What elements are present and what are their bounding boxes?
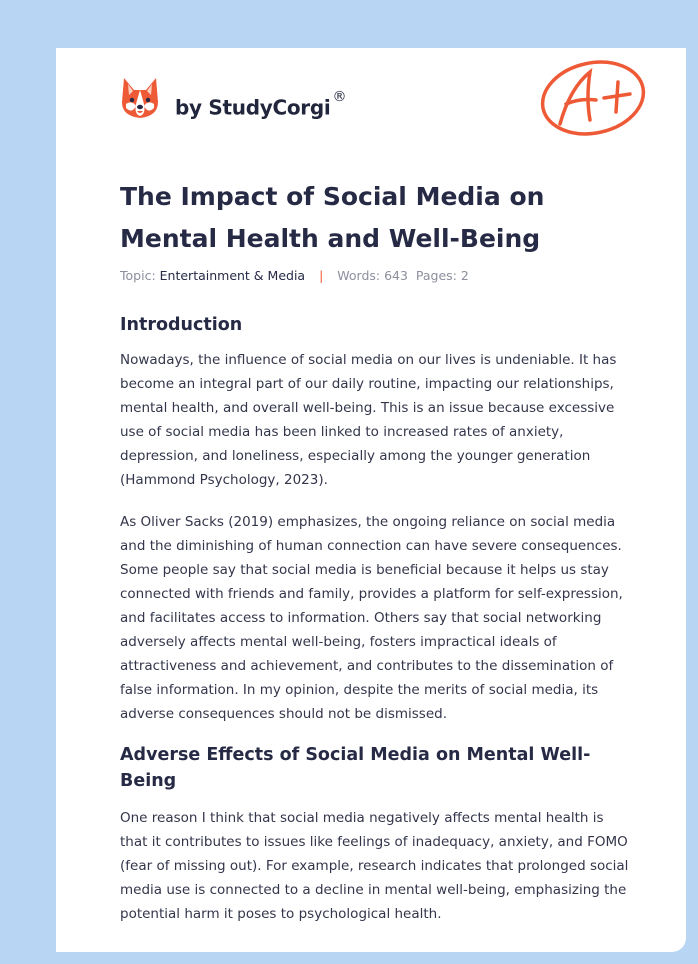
topic-label: Topic: <box>120 268 156 283</box>
meta-separator: | <box>319 268 324 283</box>
a-plus-grade-icon <box>538 58 648 140</box>
essay-meta <box>120 268 469 283</box>
essay-title: The Impact of Social Media on Mental Health and Well-Being <box>120 182 545 253</box>
brand-name: by StudyCorgi ® <box>175 89 347 120</box>
paragraph: Nowadays, the influence of social media on our lives is undeniable. It has become an integral part of our daily routine, impacting our relationships, mental health, and overall well-being. This is an issue because excessive use of social media has been linked to increased rates of anxiety, depression, and loneliness, especially among the younger generation (Hammond Psychology, 2023). <box>120 352 617 488</box>
topic-link[interactable]: Entertainment & Media <box>159 268 306 283</box>
corgi-icon <box>120 76 160 120</box>
essay-card <box>56 48 686 952</box>
section-heading-introduction: Introduction <box>120 315 243 335</box>
section-heading-adverse-effects: Adverse Effects of Social Media on Mental Well-Being <box>120 745 591 791</box>
paragraph: As Oliver Sacks (2019) emphasizes, the ongoing reliance on social media and the diminishing of human connection can have severe consequences. Some people say that social media is beneficial because it helps us stay connected with friends and family, provides a platform for self-expression, and facilitates access to information. Others say that social networking adversely affects mental well-being, fosters impractical ideals of attractiveness and achievement, and contributes to the dissemination of false information. In my opinion, despite the merits of social media, its adverse consequences should not be dismissed. <box>120 514 623 722</box>
paragraph: One reason I think that social media negatively affects mental health is that it contributes to issues like feelings of inadequacy, anxiety, and FOMO (fear of missing out). For example, research indicates that prolonged social media use is connected to a decline in mental well-being, emphasizing the potential harm it poses to psychological health. <box>120 810 629 922</box>
page-count: Pages: 2 <box>415 268 469 283</box>
word-count: Words: 643 <box>337 268 408 283</box>
essay-body <box>120 312 630 926</box>
